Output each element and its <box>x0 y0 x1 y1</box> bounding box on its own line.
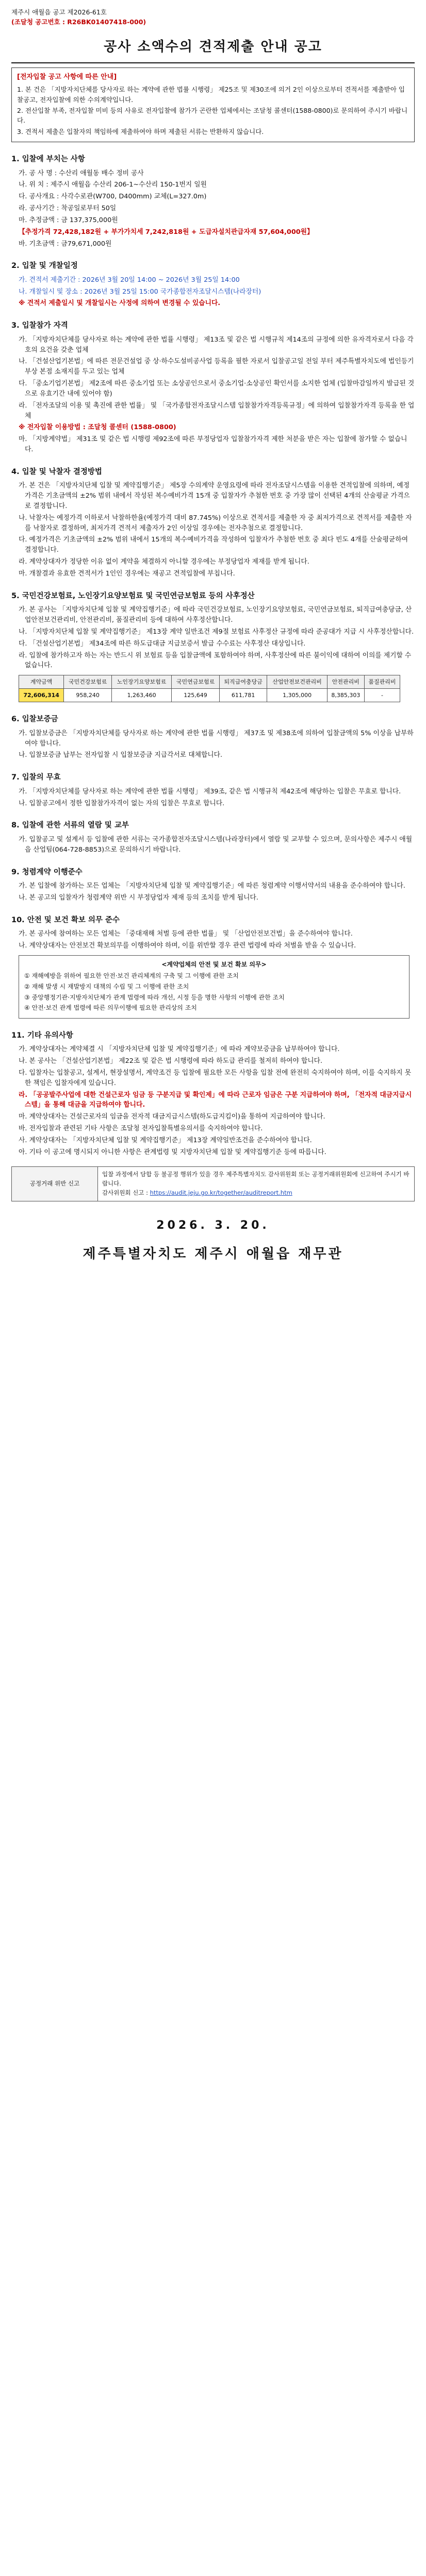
section-para: 나. 계약상대자는 안전보건 확보의무를 이행하여야 하며, 이를 위반할 경우 관련 법령에 따라 처벌을 받을 수 있습니다. <box>19 941 356 950</box>
safety-box-title: <계약업체의 안전 및 보건 확보 의무> <box>161 960 267 968</box>
notice-title: [전자입찰 공고 사항에 따른 안내] <box>17 73 117 81</box>
table-cell: 72,606,314 <box>19 689 64 702</box>
table-cell: 1,263,460 <box>111 689 171 702</box>
section-para: 라. 계약상대자가 정당한 이유 없이 계약을 체결하지 아니할 경우에는 부정당업자 제재를 받게 됩니다. <box>19 558 309 566</box>
safety-box-line: ② 재해 발생 시 재발방지 대책의 수립 및 그 이행에 관한 조치 <box>24 982 189 990</box>
safety-box-line: ① 재해예방을 위하여 필요한 안전·보건 관리체계의 구축 및 그 이행에 관한 조치 <box>24 972 239 980</box>
notice-line: 1. 본 건은 「지방자치단체를 당사자로 하는 계약에 관한 법률 시행령」 제25조 및 제30조에 의거 2인 이상으로부터 견적서를 제출받아 입찰공고, 전자입찰에 의한 수의계약입니다. <box>17 86 405 104</box>
table-header: 국민연금보험료 <box>172 675 220 689</box>
notice-line: 3. 견적서 제출은 입찰자의 책임하에 제출하여야 하며 제출된 서류는 반환하지 않습니다. <box>17 127 264 135</box>
section-para: 다. 「중소기업기본법」 제2조에 따른 중소기업 또는 소상공인으로서 중소기업·소상공인 확인서를 소지한 업체 (입찰마감일까지 발급된 것으로 유효기간 내에 있어야 함) <box>19 380 415 398</box>
section-para: 라. 공사기간 : 착공일로부터 50일 <box>19 205 117 213</box>
safety-duty-box <box>19 955 409 1019</box>
section-para: 가. 본 공사에 참여하는 모든 업체는 「중대재해 처벌 등에 관한 법률」 및 「산업안전보건법」을 준수하여야 합니다. <box>19 930 353 938</box>
section-para: 사. 계약상대자는 「지방자치단체 입찰 및 계약집행기준」 제13장 계약일반조건을 준수하여야 합니다. <box>19 1136 312 1144</box>
section-title: 1. 입찰에 부치는 사항 <box>11 155 85 164</box>
section-para: 나. 「건설산업기본법」에 따른 전문건설업 중 상·하수도설비공사업 등록을 필한 자로서 입찰공고일 전일 부터 제주특별자치도에 법인등기부상 본점 소재지를 두고 있는 업체 <box>19 358 414 376</box>
schedule-note: ※ 견적서 제출일시 및 개찰일시는 사정에 의하여 변경될 수 있습니다. <box>19 299 221 308</box>
announcement-number: 제주시 애월읍 공고 제2026-61호 <box>11 8 107 16</box>
section-para: 다. 공사개요 : 사각수로관(W700, D400mm) 교체(L=327.0m) <box>19 193 207 201</box>
section-para: 나. 개찰일시 및 장소 : 2026년 3월 25일 15:00 국가종합전자조달시스템(나라장터) <box>19 287 261 296</box>
report-text: 입찰 과정에서 담합 등 불공정 행위가 있을 경우 제주특별자치도 감사위원회 또는 공정거래위원회에 신고하여 주시기 바랍니다. <box>102 1171 409 1188</box>
section-title: 6. 입찰보증금 <box>11 715 58 724</box>
section-para: 가. 본 공사는 「지방자치단체 입찰 및 계약집행기준」에 따라 국민건강보험료, 노인장기요양보험료, 국민연금보험료, 퇴직급여충당금, 산업안전보건관리비, 안전관리비, 품질관리비 등에 대하여 사후정산합니다. <box>19 606 412 624</box>
section-para: 나. 낙찰자는 예정가격 이하로서 낙찰하한율(예정가격 대비 87.745%) 이상으로 견적서를 제출한 자 중 최저가격으로 견적서를 제출한 자를 낙찰자로 결정하며, 최저가격 견적서 제출자가 2인 이상일 경우에는 전자추첨으로 결정합니다. <box>19 514 412 532</box>
table-cell: 125,649 <box>172 689 220 702</box>
electronic-bid-notice <box>11 67 415 142</box>
procurement-number: (조달청 공고번호 : R26BK01407418-000) <box>11 18 146 26</box>
section-para: 바. 기초금액 : 금79,671,000원 <box>19 240 112 248</box>
table-cell: 958,240 <box>64 689 112 702</box>
section-para: 나. 입찰공고에서 정한 입찰참가자격이 없는 자의 입찰은 무효로 합니다. <box>19 799 225 807</box>
section-title: 9. 청렴계약 이행준수 <box>11 868 83 876</box>
section-para: 가. 계약상대자는 계약체결 시 「지방자치단체 입찰 및 계약집행기준」에 따라 계약보증금을 납부하여야 합니다. <box>19 1045 340 1054</box>
section-para: 아. 기타 이 공고에 명시되지 아니한 사항은 관계법령 및 지방자치단체 입찰 및 계약집행기준 등에 따릅니다. <box>19 1148 326 1156</box>
section-title: 3. 입찰참가 자격 <box>11 321 68 330</box>
section-para: 라. 「공공발주사업에 대한 건설근로자 임금 등 구분지급 및 확인제」에 따라 근로자 임금은 구분 지급하여야 하며, 「전자적 대금지급시스템」을 통해 대금을 지급하여야 합니다. <box>19 1091 412 1109</box>
section-para: 가. 「지방자치단체를 당사자로 하는 계약에 관한 법률 시행령」 제13조 및 같은 법 시행규칙 제14조의 규정에 의한 유자격자로서 다음 각 호의 요건을 갖춘 업체 <box>19 335 414 354</box>
section-para: 라. 「전자조달의 이용 및 촉진에 관한 법률」 및 「국가종합전자조달시스템 입찰참가자격등록규정」에 의하여 입찰참가자격 등록을 한 업체 <box>19 401 415 420</box>
section-title: 7. 입찰의 무효 <box>11 773 61 782</box>
report-link[interactable]: https://audit.jeju.go.kr/together/auditreport.htm <box>150 1189 292 1197</box>
section-para: 바. 전자입찰과 관련된 기타 사항은 조달청 전자입찰특별유의서를 숙지하여야 합니다. <box>19 1125 263 1132</box>
table-header: 퇴직급여충당금 <box>219 675 267 689</box>
section-title: 2. 입찰 및 개찰일정 <box>11 262 78 270</box>
section-para: 가. 본 건은 「지방자치단체 입찰 및 계약집행기준」 제5장 수의계약 운영요령에 따라 전자조달시스템을 이용한 견적입찰에 의하며, 예정가격은 기초금액의 ±2% 범위 내에서 작성된 복수예비가격 15개 중 입찰자가 추첨한 번호 중 가장 많이 선택된 4개의 산술평균 가격으로 결정합니다. <box>19 482 410 510</box>
report-cell: 입찰 과정에서 담합 등 불공정 행위가 있을 경우 제주특별자치도 감사위원회 또는 공정거래위원회에 신고하여 주시기 바랍니다. 감사위원회 신고 : https://audit.jeju.go.kr/together/auditreport.htm <box>98 1167 415 1201</box>
section-para: 마. 계약상대자는 건설근로자의 임금을 전자적 대금지급시스템(하도급지킴이)을 통하여 지급하여야 합니다. <box>19 1113 325 1121</box>
table-header: 계약금액 <box>19 675 64 689</box>
notice-date: 2026. 3. 20. <box>156 1218 270 1232</box>
section-para: 다. 예정가격은 기초금액의 ±2% 범위 내에서 15개의 복수예비가격을 작성하여 입찰자가 추첨한 번호 중 최다 빈도 4개를 산술평균하여 결정합니다. <box>19 536 408 554</box>
table-cell: 8,385,303 <box>327 689 364 702</box>
section-para: 가. 견적서 제출기간 : 2026년 3월 20일 14:00 ~ 2026년 3월 25일 14:00 <box>19 276 240 284</box>
report-label: 공정거래 위반 신고 <box>12 1167 98 1201</box>
section-para: 다. 입찰자는 입찰공고, 설계서, 현장설명서, 계약조건 등 입찰에 필요한 모든 사항을 입찰 전에 완전히 숙지하여야 하며, 이를 숙지하지 못한 책임은 입찰자에게 있습니다. <box>19 1069 412 1087</box>
section-para: 나. 본 공고의 입찰자가 청렴계약 위반 시 부정당업자 제재 등의 조치를 받게 됩니다. <box>19 893 258 902</box>
insurance-table <box>19 675 400 702</box>
safety-box-line: ④ 안전·보건 관계 법령에 따른 의무이행에 필요한 관리상의 조치 <box>24 1004 197 1012</box>
section-para: 가. 입찰공고 및 설계서 등 입찰에 관한 서류는 국가종합전자조달시스템(나라장터)에서 열람 및 교부할 수 있으며, 문의사항은 제주시 애월읍 산업팀(064-728-8853)으로 문의하시기 바랍니다. <box>19 835 413 854</box>
price-breakdown: 【추정가격 72,428,182원 + 부가가치세 7,242,818원 + 도급자설치관급자재 57,604,000원】 <box>19 228 314 236</box>
page-title: 공사 소액수의 견적제출 안내 공고 <box>104 39 322 55</box>
section-para: 가. 공 사 명 : 수산리 애월동 배수 정비 공사 <box>19 169 144 177</box>
table-header: 국민건강보험료 <box>64 675 112 689</box>
section-para: 다. 「건설산업기본법」 제34조에 따른 하도급대금 지급보증서 발급 수수료는 사후정산 대상입니다. <box>19 639 306 648</box>
section-para: 마. 「지방계약법」 제31조 및 같은 법 시행령 제92조에 따른 부정당업자 입찰참가자격 제한 처분을 받은 자는 입찰에 참가할 수 없습니다. <box>19 435 407 454</box>
section-title: 11. 기타 유의사항 <box>11 1031 73 1040</box>
safety-box-line: ③ 중앙행정기관·지방자치단체가 관계 법령에 따라 개선, 시정 등을 명한 사항의 이행에 관한 조치 <box>24 993 285 1001</box>
section-para: ※ 전자입찰 이용방법 : 조달청 콜센터 (1588-0800) <box>19 423 176 432</box>
title-divider <box>11 62 415 63</box>
section-para: 나. 본 공사는 「건설산업기본법」 제22조 및 같은 법 시행령에 따라 하도급 관리를 철저히 하여야 합니다. <box>19 1057 323 1065</box>
issuing-organization: 제주특별자치도 제주시 애월읍 재무관 <box>83 1246 343 1262</box>
section-para: 가. 「지방자치단체를 당사자로 하는 계약에 관한 법률 시행령」 제39조, 같은 법 시행규칙 제42조에 해당하는 입찰은 무효로 합니다. <box>19 787 401 795</box>
table-cell: 611,781 <box>219 689 267 702</box>
section-para: 가. 본 입찰에 참가하는 모든 업체는 「지방자치단체 입찰 및 계약집행기준」에 따른 청렴계약 이행서약서의 내용을 준수하여야 합니다. <box>19 882 405 890</box>
section-title: 10. 안전 및 보건 확보 의무 준수 <box>11 916 120 924</box>
report-link-label: 감사위원회 신고 <box>102 1189 144 1197</box>
table-cell: - <box>364 689 400 702</box>
section-title: 4. 입찰 및 낙찰자 결정방법 <box>11 467 102 476</box>
section-para: 가. 입찰보증금은 「지방자치단체를 당사자로 하는 계약에 관한 법률 시행령」 제37조 및 제38조에 의하여 입찰금액의 5% 이상을 납부하여야 합니다. <box>19 729 414 748</box>
table-header: 노인장기요양보험료 <box>111 675 171 689</box>
section-para: 마. 개찰결과 유효한 견적서가 1인인 경우에는 재공고 견적입찰에 부칩니다. <box>19 569 235 578</box>
report-table <box>11 1166 415 1201</box>
section-title: 5. 국민건강보험료, 노인장기요양보험료 및 국민연금보험료 등의 사후정산 <box>11 591 255 600</box>
section-para: 나. 위 치 : 제주시 애월읍 수산리 206-1~수산리 150-1번지 일원 <box>19 181 207 189</box>
table-cell: 1,305,000 <box>267 689 327 702</box>
table-header: 안전관리비 <box>327 675 364 689</box>
notice-line: 2. 전산입찰 부족, 전자입찰 미비 등의 사유로 전자입찰에 참가가 곤란한 업체에서는 조달청 콜센터(1588-0800)로 문의하여 주시기 바랍니다. <box>17 106 408 125</box>
table-header: 품질관리비 <box>364 675 400 689</box>
section-para: 라. 입찰에 참가하고자 하는 자는 반드시 위 보험료 등을 입찰금액에 포함하여야 하며, 사후정산에 따른 불이익에 대하여 이의를 제기할 수 없습니다. <box>19 651 412 670</box>
section-para: 나. 입찰보증금 납부는 전자입찰 시 입찰보증금 지급각서로 대체합니다. <box>19 751 223 759</box>
table-row <box>19 689 400 702</box>
table-header: 산업안전보건관리비 <box>267 675 327 689</box>
section-para: 마. 추정금액 : 금 137,375,000원 <box>19 216 118 224</box>
section-para: 나. 「지방자치단체 입찰 및 계약집행기준」 제13장 계약 일반조건 제9절 보험료 사후정산 규정에 따라 준공대가 지급 시 사후정산합니다. <box>19 628 414 636</box>
section-title: 8. 입찰에 관한 서류의 열람 및 교부 <box>11 821 129 830</box>
